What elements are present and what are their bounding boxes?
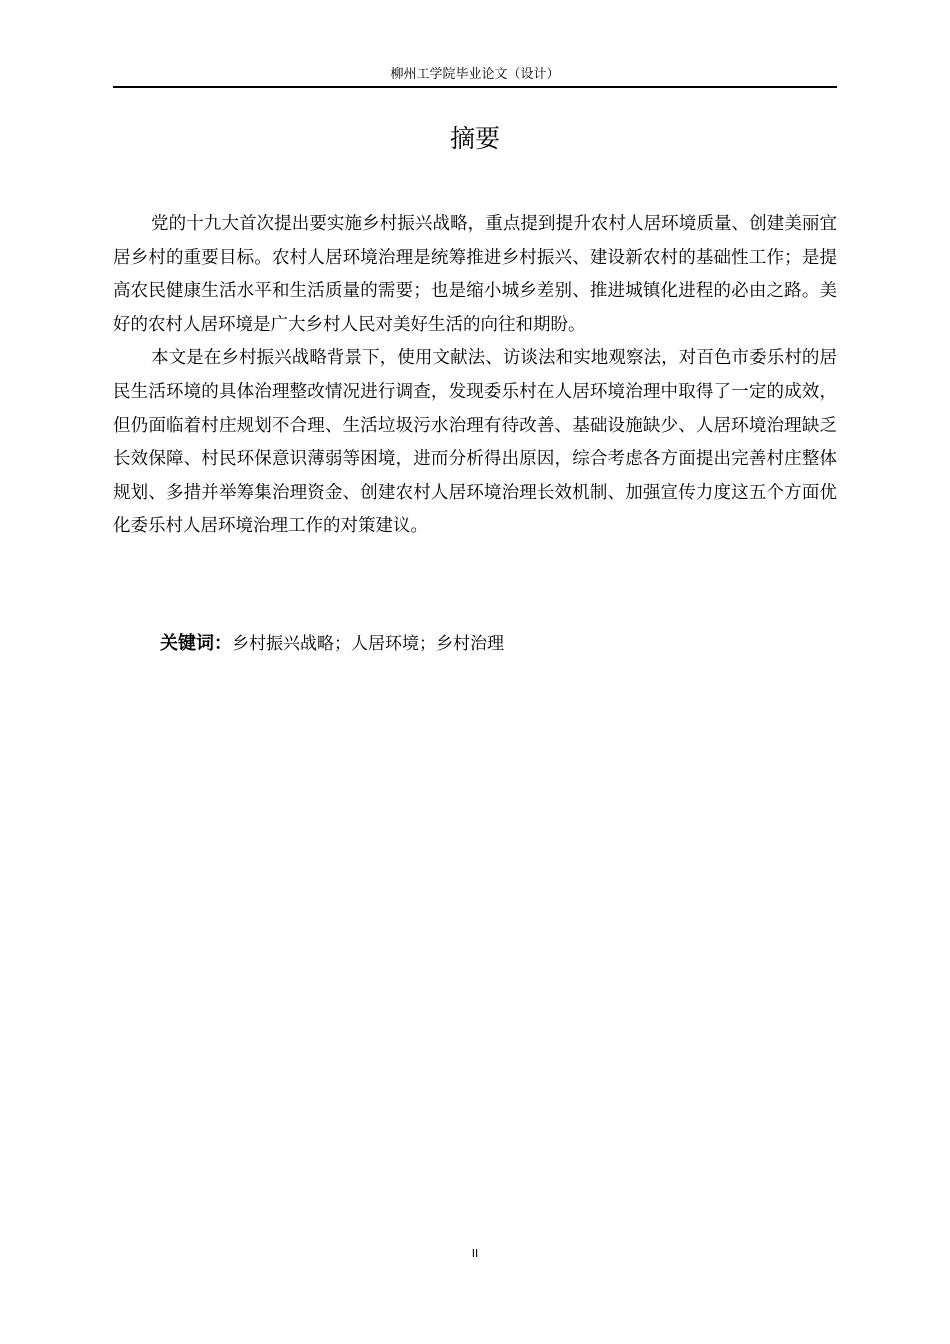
abstract-paragraph-1: 党的十九大首次提出要实施乡村振兴战略，重点提到提升农村人居环境质量、创建美丽宜居乡村的重要目标。农村人居环境治理是统筹推进乡村振兴、建设新农村的基础性工作；是提高农民健康生活水平和生活质量的需要；也是缩小城乡差别、推进城镇化进程的必由之路。美好的农村人居环境是广大乡村人民对美好生活的向往和期盼。 — [113, 214, 837, 335]
abstract-paragraph-2: 本文是在乡村振兴战略背景下，使用文献法、访谈法和实地观察法，对百色市委乐村的居民生活环境的具体治理整改情况进行调查，发现委乐村在人居环境治理中取得了一定的成效，但仍面临着村庄规划不合理、生活垃圾污水治理有待改善、基础设施缺少、人居环境治理缺乏长效保障、村民环保意识薄弱等困境，进而分析得出原因，综合考虑各方面提出完善村庄整体规划、多措并举筹集治理资金、创建农村人居环境治理长效机制、加强宣传力度这五个方面优化委乐村人居环境治理工作的对策建议。 — [113, 348, 837, 537]
page-title: 摘要 — [449, 124, 500, 153]
page-number: II — [471, 1247, 479, 1260]
keywords-line — [160, 629, 837, 659]
keywords-text: 乡村振兴战略；人居环境；乡村治理 — [232, 634, 504, 654]
header-text: 柳州工学院毕业论文（设计） — [390, 67, 560, 82]
keywords-label: 关键词： — [160, 633, 232, 654]
page-header — [113, 64, 837, 88]
abstract-body — [113, 208, 837, 544]
